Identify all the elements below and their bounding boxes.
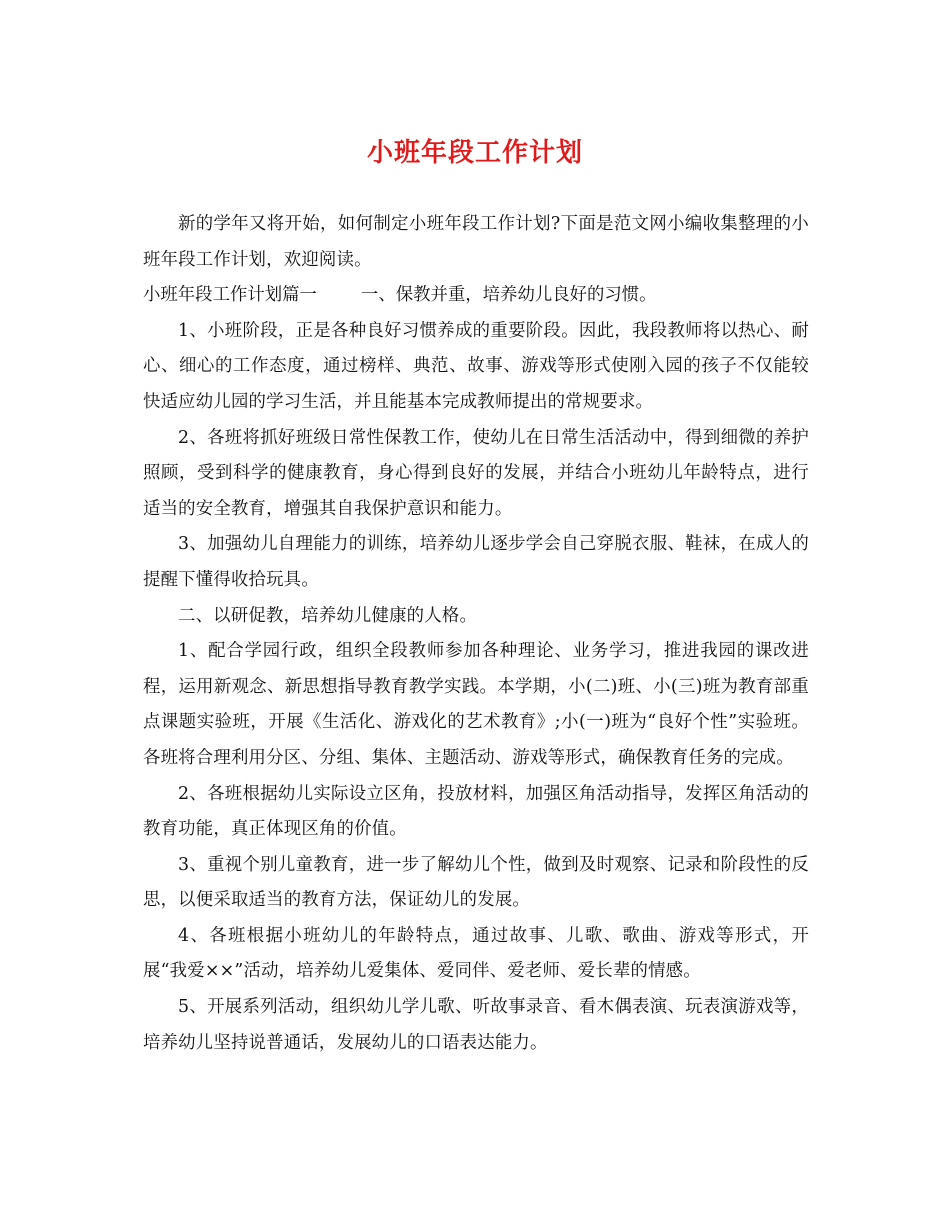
section-1-paragraph-1: 1、小班阶段，正是各种良好习惯养成的重要阶段。因此，我段教师将以热心、耐心、细心的工作态度，通过榜样、典范、故事、游戏等形式使刚入园的孩子不仅能较快适应幼儿园的学习生活，并且能基本完成教师提出的常规要求。 [143, 320, 809, 412]
intro-paragraph: 新的学年又将开始，如何制定小班年段工作计划?下面是范文网小编收集整理的小班年段工作计划，欢迎阅读。 [143, 214, 809, 270]
section-1-paragraph-2: 2、各班将抓好班级日常性保教工作，使幼儿在日常生活活动中，得到细微的养护照顾，受到科学的健康教育，身心得到良好的发展，并结合小班幼儿年龄特点，进行适当的安全教育，增强其自我保护意识和能力。 [143, 427, 809, 519]
document-body [143, 207, 809, 1061]
section-2-paragraph-3: 3、重视个别儿童教育，进一步了解幼儿个性，做到及时观察、记录和阶段性的反思，以便采取适当的教育方法，保证幼儿的发展。 [143, 854, 809, 911]
section-heading-row [143, 278, 809, 314]
section-2-paragraph-2: 2、各班根据幼儿实际设立区角，投放材料，加强区角活动指导，发挥区角活动的教育功能，真正体现区角的价值。 [143, 783, 809, 840]
section-2-paragraph-1: 1、配合学园行政，组织全段教师参加各种理论、业务学习，推进我园的课改进程，运用新观念、新思想指导教育教学实践。本学期，小(二)班、小(三)班为教育部重点课题实验班，开展《生活化、游戏化的艺术教育》;小(一)班为“良好个性”实验班。各班将合理利用分区、分组、集体、主题活动、游戏等形式，确保教育任务的完成。 [143, 641, 809, 768]
section-1-heading: 一、保教并重，培养幼儿良好的习惯。 [360, 285, 657, 306]
section-2-paragraph-5: 5、开展系列活动，组织幼儿学儿歌、听故事录音、看木偶表演、玩表演游戏等，培养幼儿坚持说普通话，发展幼儿的口语表达能力。 [143, 997, 809, 1053]
section-label: 小班年段工作计划篇一 [143, 285, 317, 306]
section-2-heading: 二、以研促教，培养幼儿健康的人格。 [178, 605, 478, 626]
page-title: 小班年段工作计划 [366, 138, 583, 168]
section-2-paragraph-4: 4、各班根据小班幼儿的年龄特点，通过故事、儿歌、歌曲、游戏等形式，开展“我爱××”活动，培养幼儿爱集体、爱同伴、爱老师、爱长辈的情感。 [143, 925, 809, 982]
section-1-paragraph-3: 3、加强幼儿自理能力的训练，培养幼儿逐步学会自己穿脱衣服、鞋袜，在成人的提醒下懂得收拾玩具。 [143, 534, 809, 590]
